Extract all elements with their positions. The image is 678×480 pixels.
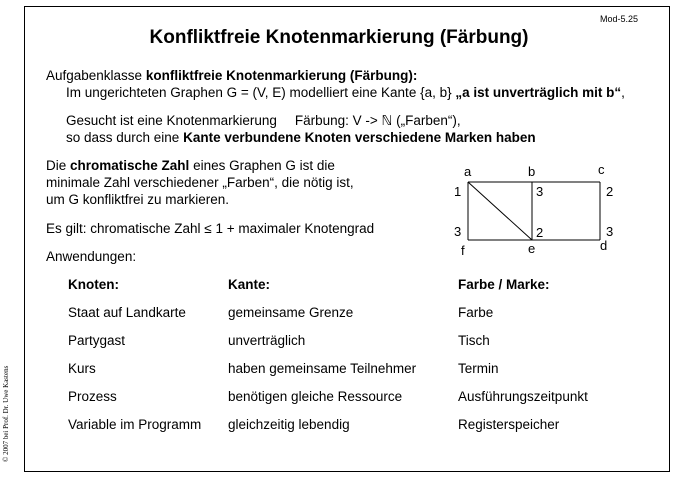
chromatic-line-1-prefix: Die bbox=[46, 158, 71, 173]
task-line-3 bbox=[66, 113, 461, 129]
chromatic-line-1-suffix: eines Graphen G ist die bbox=[189, 158, 335, 173]
table-cell-knoten: Prozess bbox=[68, 389, 117, 404]
task-line-3-suffix: Färbung: V -> ℕ („Farben“), bbox=[294, 113, 461, 128]
chromatic-line-1-bold: chromatische Zahl bbox=[70, 158, 190, 173]
graph-diagram bbox=[440, 160, 640, 260]
node-f-name: f bbox=[461, 243, 465, 258]
table-cell-farbe: Tisch bbox=[458, 333, 490, 348]
node-a-color: 1 bbox=[454, 184, 462, 199]
node-d-name: d bbox=[600, 238, 608, 253]
page-title: Konfliktfreie Knotenmarkierung (Färbung) bbox=[149, 27, 529, 48]
copyright-note: © 2007 bei Prof. Dr. Uwe Kastens bbox=[2, 365, 10, 462]
slide-id: Mod-5.25 bbox=[600, 14, 639, 24]
chromatic-line-3: um G konfliktfrei zu markieren. bbox=[46, 192, 230, 207]
table-header-knoten: Knoten: bbox=[68, 277, 119, 292]
task-line-1-bold: konfliktfreie Knotenmarkierung (Färbung): bbox=[145, 68, 418, 83]
task-line-2 bbox=[66, 85, 625, 100]
node-b-color: 3 bbox=[536, 184, 544, 199]
applications-label: Anwendungen: bbox=[46, 249, 137, 264]
table-cell-farbe: Farbe bbox=[458, 305, 494, 320]
table-cell-kante: benötigen gleiche Ressource bbox=[228, 389, 403, 404]
table-cell-kante: gemeinsame Grenze bbox=[228, 305, 354, 320]
chromatic-line-1 bbox=[46, 158, 335, 173]
table-cell-farbe: Registerspeicher bbox=[458, 417, 560, 432]
task-line-3-prefix: Gesucht ist eine Knotenmarkierung bbox=[66, 113, 277, 128]
table-header-farbe: Farbe / Marke: bbox=[458, 277, 550, 292]
chromatic-line-2: minimale Zahl verschiedener „Farben“, die nötig ist, bbox=[46, 175, 354, 190]
task-line-2-prefix: Im ungerichteten Graphen G = (V, E) modelliert eine Kante {a, b} bbox=[66, 85, 456, 100]
node-b-name: b bbox=[528, 164, 536, 179]
table-cell-knoten: Partygast bbox=[68, 333, 126, 348]
task-line-4-prefix: so dass durch eine bbox=[66, 130, 184, 145]
table-cell-farbe: Termin bbox=[458, 361, 499, 376]
task-line-4 bbox=[66, 130, 536, 145]
table-cell-farbe: Ausführungszeitpunkt bbox=[458, 389, 588, 404]
node-c-name: c bbox=[598, 162, 605, 177]
node-c-color: 2 bbox=[606, 184, 614, 199]
bound-statement: Es gilt: chromatische Zahl ≤ 1 + maximaler Knotengrad bbox=[46, 221, 375, 236]
table-cell-knoten: Variable im Programm bbox=[68, 417, 202, 432]
table-cell-knoten: Kurs bbox=[68, 361, 96, 376]
table-cell-kante: unverträglich bbox=[228, 333, 306, 348]
task-line-1 bbox=[46, 68, 417, 83]
node-a-name: a bbox=[464, 164, 472, 179]
node-e-color: 2 bbox=[536, 225, 544, 240]
table-header-kante: Kante: bbox=[228, 277, 271, 292]
table-cell-knoten: Staat auf Landkarte bbox=[68, 305, 186, 320]
graph-edges bbox=[468, 182, 600, 240]
node-e-name: e bbox=[528, 241, 536, 256]
node-f-color: 3 bbox=[454, 224, 462, 239]
task-line-2-bold: „a ist unverträglich mit b“ bbox=[455, 85, 622, 100]
edge-a-e bbox=[468, 182, 532, 240]
table-cell-kante: haben gemeinsame Teilnehmer bbox=[228, 361, 417, 376]
table-cell-kante: gleichzeitig lebendig bbox=[228, 417, 350, 432]
task-line-4-bold: Kante verbundene Knoten verschiedene Marken haben bbox=[183, 130, 536, 145]
task-line-2-suffix: , bbox=[621, 85, 625, 100]
node-d-color: 3 bbox=[606, 224, 614, 239]
task-line-1-prefix: Aufgabenklasse bbox=[46, 68, 146, 83]
